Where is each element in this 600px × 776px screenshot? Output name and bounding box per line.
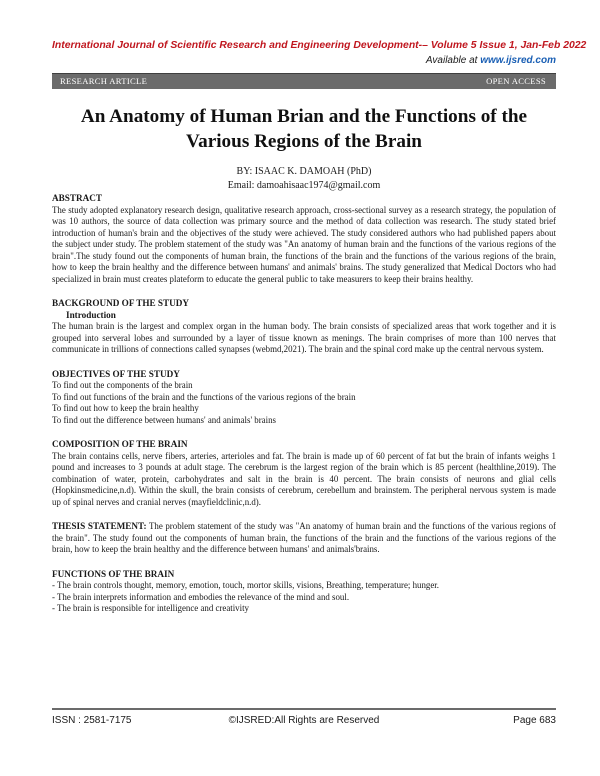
issn-label: ISSN : 2581-7175 (52, 715, 132, 726)
introduction-text: The human brain is the largest and complex organ in the human body. The brain consists of specialized areas that work together and it is grouped into serveral lobes and surrounded by a layer of tissue known as menings. The brain comprises of more than 100 nerves that communicate in trillions of connections called synapses (webmd,2021). The brain and the spinal cord make up the central nervous system. (52, 321, 556, 354)
list-item: - The brain controls thought, memory, emotion, touch, mortor skills, visions, Breathing, temperature; hunger. (52, 580, 439, 590)
functions-heading: FUNCTIONS OF THE BRAIN (52, 568, 175, 579)
thesis-paragraph (52, 521, 556, 556)
author-line: BY: ISAAC K. DAMOAH (PhD) (236, 166, 372, 177)
background-heading: BACKGROUND OF THE STUDY (52, 298, 190, 308)
list-item: - The brain interprets information and embodies the relevance of the mind and soul. (52, 591, 350, 602)
list-item: - The brain is responsible for intelligence and creativity (52, 603, 249, 613)
abstract-heading: ABSTRACT (52, 193, 103, 203)
research-article-label: RESEARCH ARTICLE (60, 76, 148, 86)
paper-title: An Anatomy of Human Brian and the Functions of the Various Regions of the Brain (80, 106, 528, 152)
list-item: To find out how to keep the brain healthy (52, 403, 199, 413)
availability-line (426, 55, 556, 66)
objectives-heading: OBJECTIVES OF THE STUDY (52, 368, 180, 379)
available-prefix: Available at (425, 55, 478, 66)
paper-body (52, 193, 556, 615)
page-number: Page 683 (513, 715, 556, 726)
composition-text: The brain contains cells, nerve fibers, arteries, arterioles and fat. The brain is made up of 60 percent of fat but the brain of infants weighs 1 pound and increases to 3 pounds at adult stage. The cerebrum is the largest region of the brain which is 85 percent (healthline,2019). The combination of water, protein, carbohydrates and salt in the brain is 40 percent. The brain consists of neurons and glial cells (Hopkinsmedicine,n.d). Within the skull, the brain consists of cerebrum, cerebellum and brainstem. The peripheral nervous system is made up of spinal nerves and cranial nerves (mayfieldclinic,n.d). (52, 450, 556, 507)
functions-list (52, 580, 556, 615)
journal-header: International Journal of Scientific Research and Engineering Development-– Volume 5 Issue 1, Jan-Feb 2022 (52, 40, 587, 51)
list-item: To find out functions of the brain and the functions of the various regions of the brain (52, 391, 356, 402)
objectives-list (52, 380, 556, 426)
journal-url-link[interactable]: www.ijsred.com (480, 55, 556, 66)
copyright-label: ©IJSRED:All Rights are Reserved (228, 715, 380, 726)
open-access-label: OPEN ACCESS (486, 76, 546, 86)
footer-divider (52, 708, 556, 710)
abstract-text: The study adopted explanatory research design, qualitative research approach, cross-sectional survey as a research strategy, the population of was 10 authors, the source of data collection was primary source and the method of data collection was research. The study stated brief introduction of human's brain and the objectives of the study were achieved. The study considered authors who had published papers about the subject under study. The problem statement of the study was "An anatomy of human brain and the functions of the various regions of the brain".The study found out the components of human brain, the functions of the brain and the functions of the various regions of the brain, how to keep the brain healthy and the difference between humans' and animals' brains. The study generalized that Medical Doctors who had specialized in brain must creates plateform to educate the general public to take measurers to keep their brains healthy. (52, 204, 556, 284)
introduction-subheading: Introduction (66, 309, 116, 320)
thesis-label: THESIS STATEMENT: (52, 521, 147, 531)
thesis-text: The problem statement of the study was "An anatomy of human brain and the functions of the various regions of the brain". The study found out the components of human brain, the functions of the brain and the functions of the various regions of the brain, how to keep the brain healthy and the difference between humans' and animals'brains. (52, 521, 556, 554)
author-email: Email: damoahisaac1974@gmail.com (227, 180, 381, 191)
article-type-bar (52, 73, 556, 89)
list-item: To find out the components of the brain (52, 380, 193, 390)
composition-heading: COMPOSITION OF THE BRAIN (52, 439, 188, 449)
list-item: To find out the difference between humans' and animals' brains (52, 414, 276, 425)
